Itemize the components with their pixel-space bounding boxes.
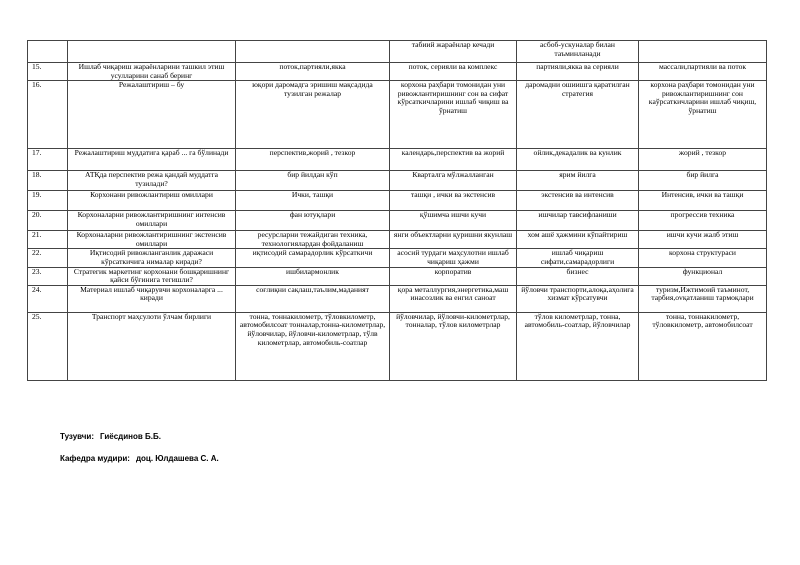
table-row bbox=[28, 81, 767, 149]
row-number-cell: 25. bbox=[28, 312, 68, 380]
answer-4-cell: прогрессив техника bbox=[639, 211, 767, 231]
answer-1-cell: иқтисодий самарадорлик кўрсаткичи bbox=[236, 249, 390, 267]
question-text-cell: Режалаштириш – бу bbox=[68, 81, 236, 149]
answer-3-cell: ишлаб чиқариш сифати,самарадорлиги bbox=[517, 249, 639, 267]
answer-2-cell: календарь,перспектив ва жорий bbox=[390, 149, 517, 171]
questions-table bbox=[27, 40, 767, 381]
question-text-cell: Иқтисодий ривожланганлик даражаси кўрсаткичига нималар киради? bbox=[68, 249, 236, 267]
table-row bbox=[28, 231, 767, 249]
table-row bbox=[28, 63, 767, 81]
answer-1-cell bbox=[236, 41, 390, 63]
question-text-cell: Стратегик маркетинг корхонани бошқаришнинг қайси бўғинига тегишли? bbox=[68, 267, 236, 285]
compiler-line bbox=[60, 432, 167, 441]
row-number-cell: 20. bbox=[28, 211, 68, 231]
answer-2-cell: поток, серияли ва комплекс bbox=[390, 63, 517, 81]
answer-1-cell: ишбилармонлик bbox=[236, 267, 390, 285]
table-row bbox=[28, 41, 767, 63]
answer-3-cell: экстенсив ва интенсив bbox=[517, 191, 639, 211]
row-number-cell: 24. bbox=[28, 285, 68, 312]
question-text-cell: Транспорт маҳсулоти ўлчам бирлиги bbox=[68, 312, 236, 380]
answer-1-cell: фан ютуқлари bbox=[236, 211, 390, 231]
table-body bbox=[28, 41, 767, 381]
answer-2-cell: корпоратив bbox=[390, 267, 517, 285]
compiler-label: Тузувчи: bbox=[60, 432, 94, 441]
answer-1-cell: поток,партияли,якка bbox=[236, 63, 390, 81]
answer-4-cell: функционал bbox=[639, 267, 767, 285]
head-name: доц. Юлдашева С. А. bbox=[135, 454, 219, 463]
answer-4-cell: жорий , тезкор bbox=[639, 149, 767, 171]
question-text-cell: Корхоналарни ривожлантиришнинг интенсив омиллари bbox=[68, 211, 236, 231]
table-row bbox=[28, 285, 767, 312]
answer-2-cell: қора металлургия,энергетика,маш инасозлик ва енгил саноат bbox=[390, 285, 517, 312]
answer-1-cell: тонна, тоннакилометр, тўловкилометр, автомобилсоат тонналар,тонна-километрлар, йўловчилар, йўловчи-километрлар, тўлв километрлар, автомобиль-соатлар bbox=[236, 312, 390, 380]
question-text-cell: Корхонани ривожлантириш омиллари bbox=[68, 191, 236, 211]
answer-3-cell: бизнес bbox=[517, 267, 639, 285]
answer-2-cell: Кварталга мўлжалланган bbox=[390, 171, 517, 191]
row-number-cell: 21. bbox=[28, 231, 68, 249]
row-number-cell: 23. bbox=[28, 267, 68, 285]
row-number-cell: 17. bbox=[28, 149, 68, 171]
compiler-name: Гиёсдинов Б.Б. bbox=[100, 432, 161, 441]
answer-4-cell: ишчи кучи жалб этиш bbox=[639, 231, 767, 249]
answer-3-cell: тўлов километрлар, тонна, автомобиль-соатлар, йўловчилар bbox=[517, 312, 639, 380]
table-row bbox=[28, 149, 767, 171]
answer-4-cell: массали,партияли ва поток bbox=[639, 63, 767, 81]
answer-2-cell: қўшимча ишчи кучи bbox=[390, 211, 517, 231]
table-row bbox=[28, 171, 767, 191]
answer-4-cell: бир йилга bbox=[639, 171, 767, 191]
row-number-cell: 19. bbox=[28, 191, 68, 211]
table-row bbox=[28, 267, 767, 285]
question-text-cell: Режалаштириш муддатига қараб ... га бўлинади bbox=[68, 149, 236, 171]
answer-2-cell: табиий жараёнлар кечади bbox=[390, 41, 517, 63]
answer-1-cell: соғлиқни сақлаш,таълим,маданият bbox=[236, 285, 390, 312]
row-number-cell: 18. bbox=[28, 171, 68, 191]
answer-4-cell bbox=[639, 41, 767, 63]
answer-2-cell: асосий турдаги маҳсулотни ишлаб чиқариш ҳажми bbox=[390, 249, 517, 267]
question-text-cell: Ишлаб чиқариш жараёнларини ташкил этиш усулларини санаб беринг bbox=[68, 63, 236, 81]
answer-2-cell: корхона раҳбари томонидан уни ривожлантиришнинг сон ва сифат кўрсаткичларини ишлаб чиқиш ва ўрнатиш bbox=[390, 81, 517, 149]
question-text-cell bbox=[68, 41, 236, 63]
head-of-department-line bbox=[60, 454, 225, 463]
answer-4-cell: туризм,Ижтимоий таъминот, тарбия,ovқатланиш тармоқлари bbox=[639, 285, 767, 312]
table-row bbox=[28, 211, 767, 231]
answer-3-cell: ишчилар тавсифланиши bbox=[517, 211, 639, 231]
answer-1-cell: перспектив,жорий , тезкор bbox=[236, 149, 390, 171]
answer-4-cell: тонна, тоннакилометр, тўловкилометр, автомобилсоат bbox=[639, 312, 767, 380]
answer-1-cell: Ички, ташқи bbox=[236, 191, 390, 211]
answer-3-cell: йўловчи транспорти,алоқа,аҳолига хизмат кўрсатувчи bbox=[517, 285, 639, 312]
answer-2-cell: янги объектларни қуришни якунлаш bbox=[390, 231, 517, 249]
table-row bbox=[28, 191, 767, 211]
answer-4-cell: корхона структураси bbox=[639, 249, 767, 267]
row-number-cell: 16. bbox=[28, 81, 68, 149]
answer-1-cell: юқори даромадга эришиш мақсадида тузилган режалар bbox=[236, 81, 390, 149]
answer-4-cell: Интенсив, ички ва ташқи bbox=[639, 191, 767, 211]
question-text-cell: Материал ишлаб чиқарувчи корхоналарга ... киради bbox=[68, 285, 236, 312]
question-text-cell: АТҚда перспектив режа қандай муддатга тузилади? bbox=[68, 171, 236, 191]
answer-3-cell: хом ашё ҳажмини кўпайтириш bbox=[517, 231, 639, 249]
row-number-cell: 15. bbox=[28, 63, 68, 81]
answer-3-cell: ярим йилга bbox=[517, 171, 639, 191]
question-text-cell: Корхоналарни ривожлантиришнинг экстенсив омиллари bbox=[68, 231, 236, 249]
answer-2-cell: ташқи , ички ва экстенсив bbox=[390, 191, 517, 211]
answer-1-cell: ресурсларни тежайдиган техника, технологиялардан фойдаланиш bbox=[236, 231, 390, 249]
answer-3-cell: партияли,якка ва серияли bbox=[517, 63, 639, 81]
answer-3-cell: ойлик,декадалик ва кунлик bbox=[517, 149, 639, 171]
row-number-cell bbox=[28, 41, 68, 63]
answer-2-cell: йўловчилар, йўловчи-километрлар, тонналар, тўлов километрлар bbox=[390, 312, 517, 380]
answer-3-cell: асбоб-ускуналар билан таъминланади bbox=[517, 41, 639, 63]
answer-3-cell: даромадни ошиишга қаратилган стратегия bbox=[517, 81, 639, 149]
head-label: Кафедра мудири: bbox=[60, 454, 130, 463]
answer-4-cell: корхона раҳбари томонидан уни ривожлантиришнинг сон кaўрсаткичларини ишлаб чиқиш, ўрнатиш bbox=[639, 81, 767, 149]
row-number-cell: 22. bbox=[28, 249, 68, 267]
table-row bbox=[28, 249, 767, 267]
table-row bbox=[28, 312, 767, 380]
answer-1-cell: бир йилдан кўп bbox=[236, 171, 390, 191]
